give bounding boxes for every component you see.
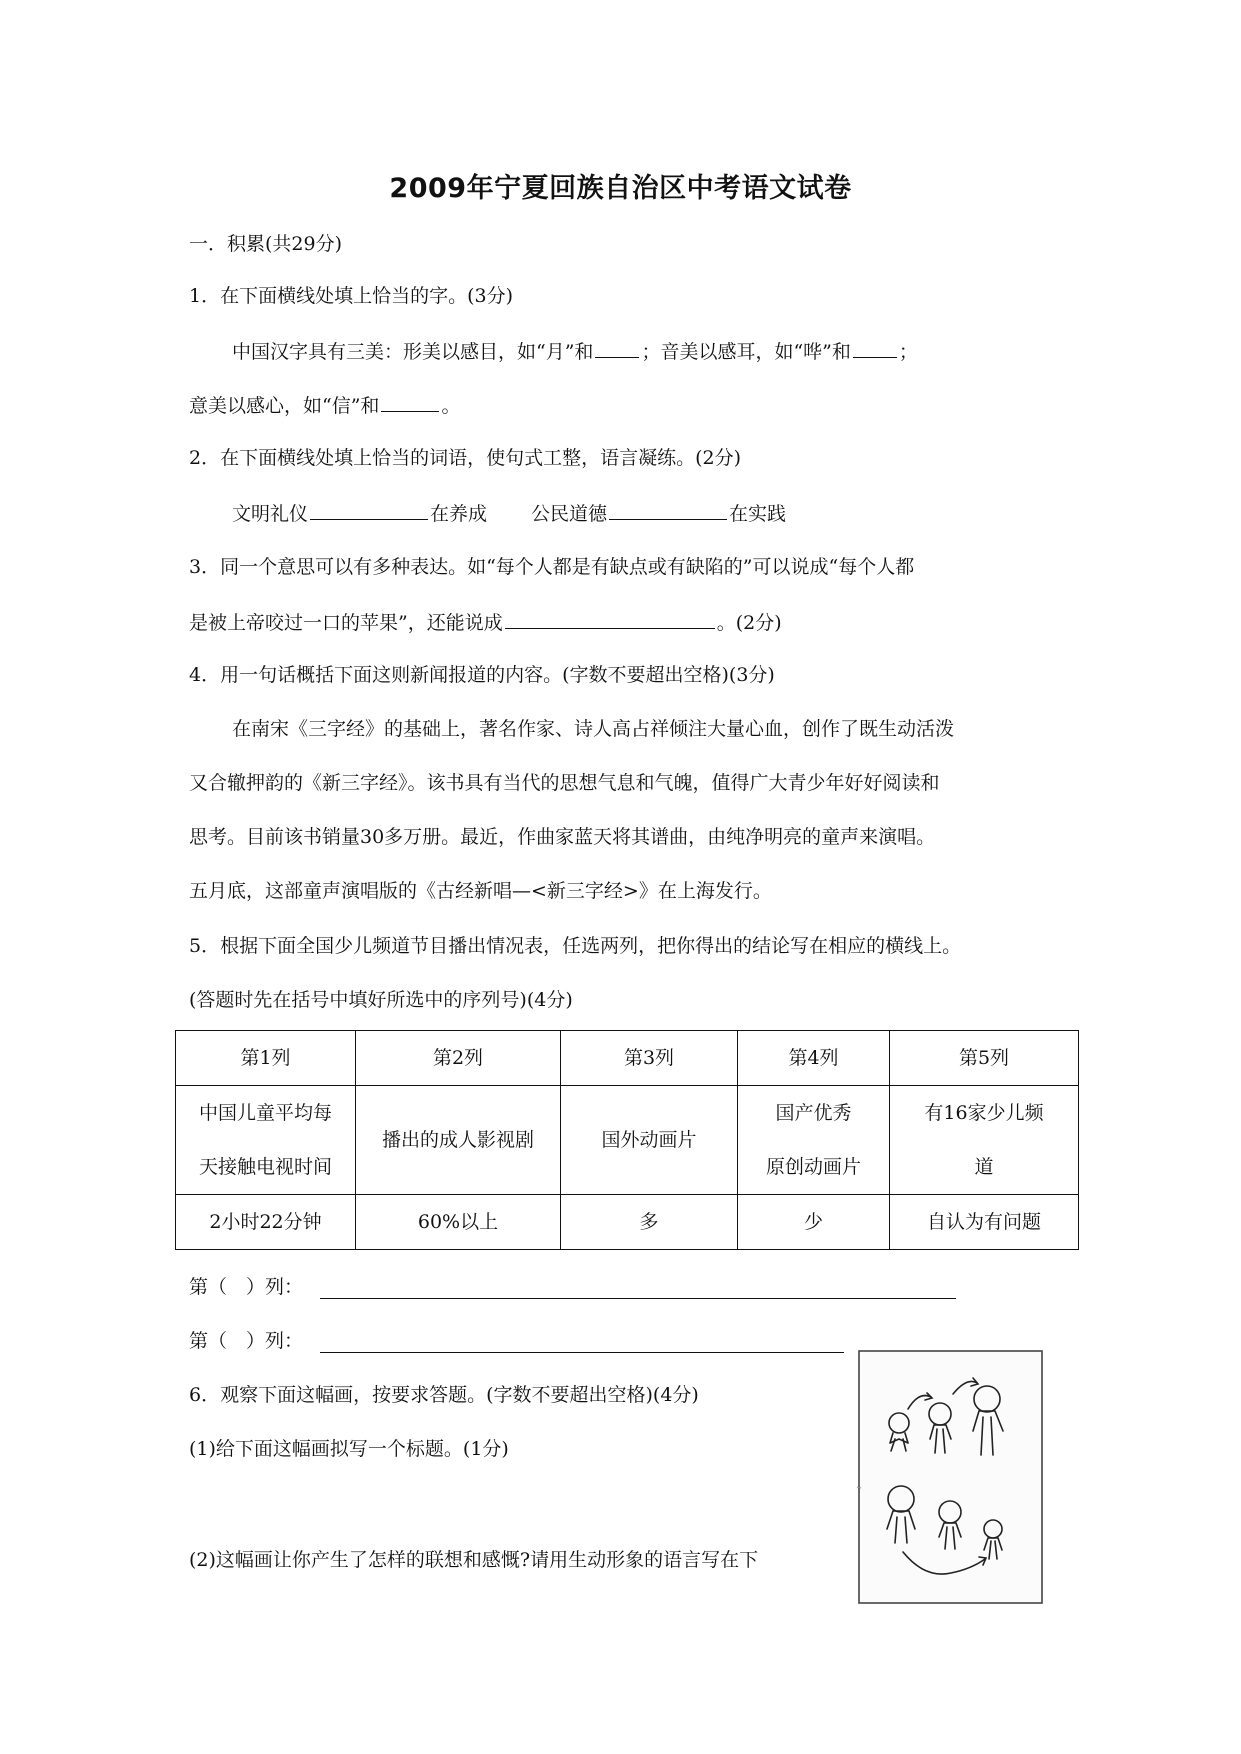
q2-text: 文明礼仪 <box>232 503 309 525</box>
cell-line: 播出的成人影视剧 <box>381 1129 534 1151</box>
q2-text: 在养成 <box>430 503 488 525</box>
question-3-line-2 <box>189 609 782 635</box>
answer-blank[interactable] <box>381 392 439 412</box>
q3-text: 。(2分) <box>716 612 782 634</box>
answer-label: 第（ ）列： <box>189 1276 304 1298</box>
question-1-line-1 <box>232 338 918 364</box>
question-4-stem: 4．用一句话概括下面这则新闻报道的内容。(字数不要超出空格)(3分) <box>189 664 775 686</box>
cell-line: 中国儿童平均每 <box>198 1102 332 1124</box>
sketch-illustration <box>855 1347 1046 1607</box>
table-cell <box>890 1086 1079 1195</box>
table-header-cell: 第2列 <box>356 1031 561 1086</box>
answer-blank[interactable] <box>310 500 428 520</box>
table-header-row <box>176 1031 1079 1086</box>
answer-blank[interactable] <box>609 500 727 520</box>
question-5-stem-2: (答题时先在括号中填好所选中的序列号)(4分) <box>189 989 573 1011</box>
question-5-stem: 5．根据下面全国少儿频道节目播出情况表，任选两列，把你得出的结论写在相应的横线上。 <box>189 935 962 957</box>
cell-line: 原创动画片 <box>765 1156 861 1178</box>
page-title: 2009年宁夏回族自治区中考语文试卷 <box>389 173 852 204</box>
q1-text: ； <box>898 341 918 363</box>
table-header-cell: 第4列 <box>738 1031 890 1086</box>
answer-blank[interactable] <box>595 338 639 358</box>
table-header-cell: 第5列 <box>890 1031 1079 1086</box>
answer-line[interactable] <box>320 1297 956 1299</box>
cell-line: 道 <box>974 1156 994 1178</box>
question-2-line <box>232 500 786 526</box>
section-heading: 一．积累(共29分) <box>189 233 343 255</box>
cell-line: 国外动画片 <box>601 1129 697 1151</box>
table-cell: 2小时22分钟 <box>176 1195 356 1250</box>
table-row <box>176 1195 1079 1250</box>
news-paragraph-line: 又合辙押韵的《新三字经》。该书具有当代的思想气息和气魄，值得广大青少年好好阅读和 <box>189 772 940 794</box>
news-paragraph-line: 思考。目前该书销量30多万册。最近，作曲家蓝天将其谱曲，由纯净明亮的童声来演唱。 <box>189 826 936 848</box>
q1-text: 。 <box>441 395 461 417</box>
q1-text: ；音美以感耳，如“哗”和 <box>641 341 851 363</box>
table-cell: 60%以上 <box>356 1195 561 1250</box>
table-cell: 多 <box>561 1195 738 1250</box>
table-row <box>176 1086 1079 1195</box>
broadcast-table <box>175 1030 1079 1250</box>
answer-blank[interactable] <box>505 609 715 629</box>
table-cell <box>356 1086 561 1195</box>
table-header-cell: 第1列 <box>176 1031 356 1086</box>
q2-text: 公民道德 <box>531 503 608 525</box>
answer-blank[interactable] <box>853 338 897 358</box>
question-6-sub-1: (1)给下面这幅画拟写一个标题。(1分) <box>189 1438 509 1460</box>
question-2-stem: 2．在下面横线处填上恰当的词语，使句式工整，语言凝练。(2分) <box>189 447 742 469</box>
table-cell: 少 <box>738 1195 890 1250</box>
news-paragraph-line: 五月底，这部童声演唱版的《古经新唱—<新三字经>》在上海发行。 <box>189 880 772 902</box>
table-cell <box>738 1086 890 1195</box>
q1-text: 中国汉字具有三美：形美以感目，如“月”和 <box>232 341 594 363</box>
cell-line: 天接触电视时间 <box>198 1156 332 1178</box>
q3-text: 是被上帝咬过一口的苹果”，还能说成 <box>189 612 503 634</box>
q1-text: 意美以感心，如“信”和 <box>189 395 380 417</box>
answer-label: 第（ ）列： <box>189 1330 304 1352</box>
table-cell <box>561 1086 738 1195</box>
question-3-line-1: 3．同一个意思可以有多种表达。如“每个人都是有缺点或有缺陷的”可以说成“每个人都 <box>189 556 915 578</box>
cell-line: 有16家少儿频 <box>924 1102 1044 1124</box>
q2-text: 在实践 <box>729 503 787 525</box>
news-paragraph-line: 在南宋《三字经》的基础上，著名作家、诗人高占祥倾注大量心血，创作了既生动活泼 <box>232 718 955 740</box>
cell-line: 国产优秀 <box>775 1102 852 1124</box>
table-header-cell: 第3列 <box>561 1031 738 1086</box>
question-1-stem: 1．在下面横线处填上恰当的字。(3分) <box>189 285 514 307</box>
question-1-line-2 <box>189 392 460 418</box>
question-6-stem: 6．观察下面这幅画，按要求答题。(字数不要超出空格)(4分) <box>189 1384 699 1406</box>
question-6-sub-2: (2)这幅画让你产生了怎样的联想和感慨?请用生动形象的语言写在下 <box>189 1549 759 1571</box>
table-cell <box>176 1086 356 1195</box>
table-cell: 自认为有问题 <box>890 1195 1079 1250</box>
answer-line[interactable] <box>320 1351 844 1353</box>
